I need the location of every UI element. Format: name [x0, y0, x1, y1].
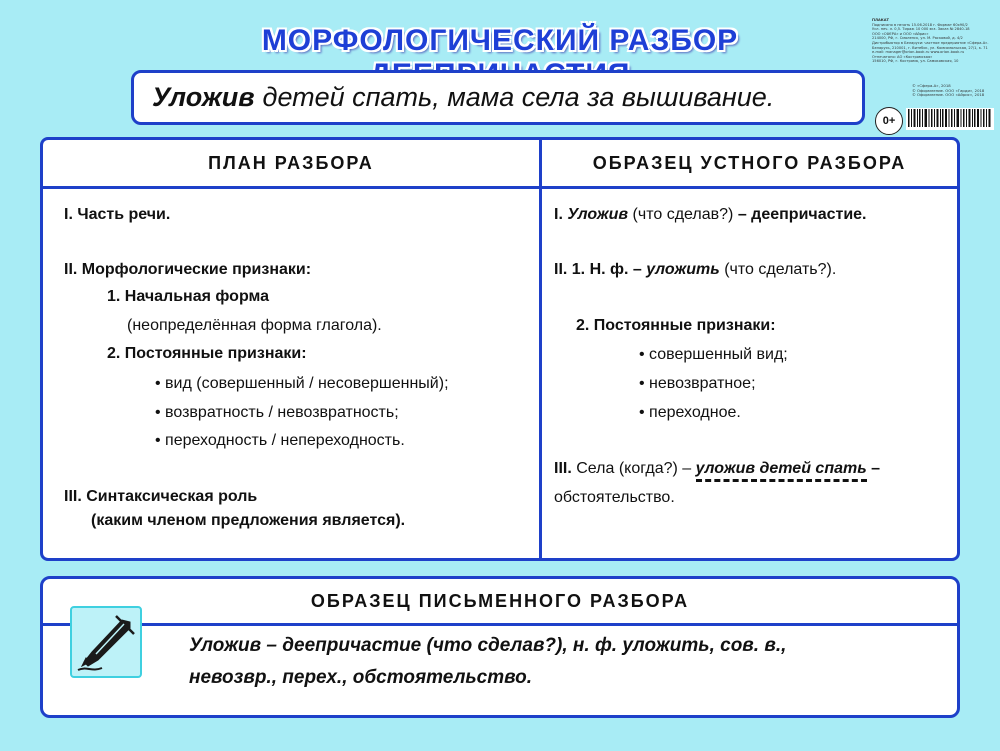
copyright-line: © «Сфера-А», 2018 — [912, 83, 951, 88]
plan-initial-form: 1. Начальная форма — [107, 288, 270, 305]
publisher-info-line: 214000, РФ, г. Смоленск, ул. М. Расковой, д. 4/2 — [872, 36, 963, 41]
plan-syntax-role-note: (каким членом предложения является). — [91, 512, 406, 529]
plan-bullet: • переходность / непереходность. — [155, 432, 405, 449]
oral-bullet: • совершенный вид; — [639, 346, 788, 363]
oral-line-3-continuation: обстоятельство. — [554, 489, 675, 506]
example-sentence-rest: детей спать, мама села за вышивание. — [262, 82, 775, 112]
plan-header: ПЛАН РАЗБОРА — [208, 152, 374, 173]
written-line-1: Уложив – деепричастие (что сделав?), н. ф. уложить, сов. в., — [189, 635, 787, 656]
plan-part-of-speech: I. Часть речи. — [64, 206, 171, 223]
publisher-info-line: ПЛАКАТ — [872, 18, 889, 22]
example-sentence — [131, 70, 865, 125]
barcode — [906, 108, 994, 130]
oral-line-2-num: II. 1. Н. ф. – — [554, 261, 642, 278]
written-analysis-box — [40, 576, 960, 718]
pen-tile — [70, 606, 142, 678]
plan-bullet: • возвратность / невозвратность; — [155, 404, 399, 421]
example-sentence-bold: Уложив — [152, 82, 255, 112]
oral-constant-features: 2. Постоянные признаки: — [576, 317, 776, 334]
oral-line-2-question: (что сделать?). — [724, 261, 837, 278]
oral-line-1-question: (что сделав?) — [632, 206, 734, 223]
plan-constant-features: 2. Постоянные признаки: — [107, 345, 307, 362]
publisher-info-line: Усл. печ. л. 0,5. Тираж 10 000 экз. Заказ № 2840-18 — [872, 27, 970, 32]
oral-line-1-num: I. — [554, 206, 563, 223]
plan-syntax-role: III. Синтаксическая роль — [64, 488, 258, 505]
written-line-2: невозвр., перех., обстоятельство. — [189, 667, 533, 688]
poster-title: МОРФОЛОГИЧЕСКИЙ РАЗБОР — [261, 24, 739, 57]
plan-initial-form-note: (неопределённая форма глагола). — [127, 317, 382, 334]
plan-morph-heading: II. Морфологические признаки: — [64, 261, 312, 278]
publisher-info — [872, 18, 994, 64]
oral-line-3-end: – — [871, 460, 881, 477]
oral-bullet: • переходное. — [639, 404, 741, 421]
written-header-divider — [43, 623, 957, 626]
publisher-info-line: Подписано в печать 15.06.2018 г. Формат 60х90/2 — [872, 22, 968, 27]
column-divider — [539, 140, 542, 558]
main-table — [40, 137, 960, 561]
plan-bullet: • вид (совершенный / несовершенный); — [155, 375, 449, 392]
publisher-info-line: Дистрибьютор в Беларуси: частное предприятие «Сфера-А». — [872, 40, 989, 45]
written-header: ОБРАЗЕЦ ПИСЬМЕННОГО РАЗБОРА — [310, 590, 690, 611]
oral-line-2-word: уложить — [646, 261, 720, 278]
oral-line-3-num: III. — [554, 460, 572, 477]
copyright-line: © Оформление. ООО «Айрис», 2018 — [912, 92, 985, 98]
publisher-info-line: 156010, РФ, г. Кострома, ул. Самоковская, 10 — [872, 59, 959, 64]
oral-line-1-word: Уложив — [567, 206, 629, 223]
copyright-line: © Оформление. ООО «Гарди», 2018 — [912, 87, 985, 93]
header-divider — [43, 186, 957, 189]
publisher-info-line: Беларусь, 210001, г. Витебск, ул. Комсомольская, 27/1, к. 71 — [872, 45, 988, 50]
oral-bullet: • невозвратное; — [639, 375, 756, 392]
copyright-info — [912, 84, 996, 98]
oral-line-2 — [554, 261, 836, 279]
oral-line-3-text: Села (когда?) – — [576, 460, 692, 477]
oral-line-1 — [554, 206, 867, 224]
oral-line-3 — [554, 460, 880, 478]
oral-line-3-phrase: уложив детей спать — [696, 460, 867, 482]
publisher-info-line: Отпечатано: АО «Костромская» — [872, 54, 933, 59]
oral-line-1-end: – деепричастие. — [737, 206, 867, 223]
publisher-info-line: ООО «СФЕРА» и ООО «Айрис» — [872, 31, 929, 36]
pen-icon — [72, 608, 140, 676]
oral-header: ОБРАЗЕЦ УСТНОГО РАЗБОРА — [592, 152, 907, 173]
publisher-info-line: e-mail: manager@orion-book.ru www.orion-book.ru — [872, 50, 965, 55]
age-rating-badge: 0+ — [875, 107, 903, 135]
